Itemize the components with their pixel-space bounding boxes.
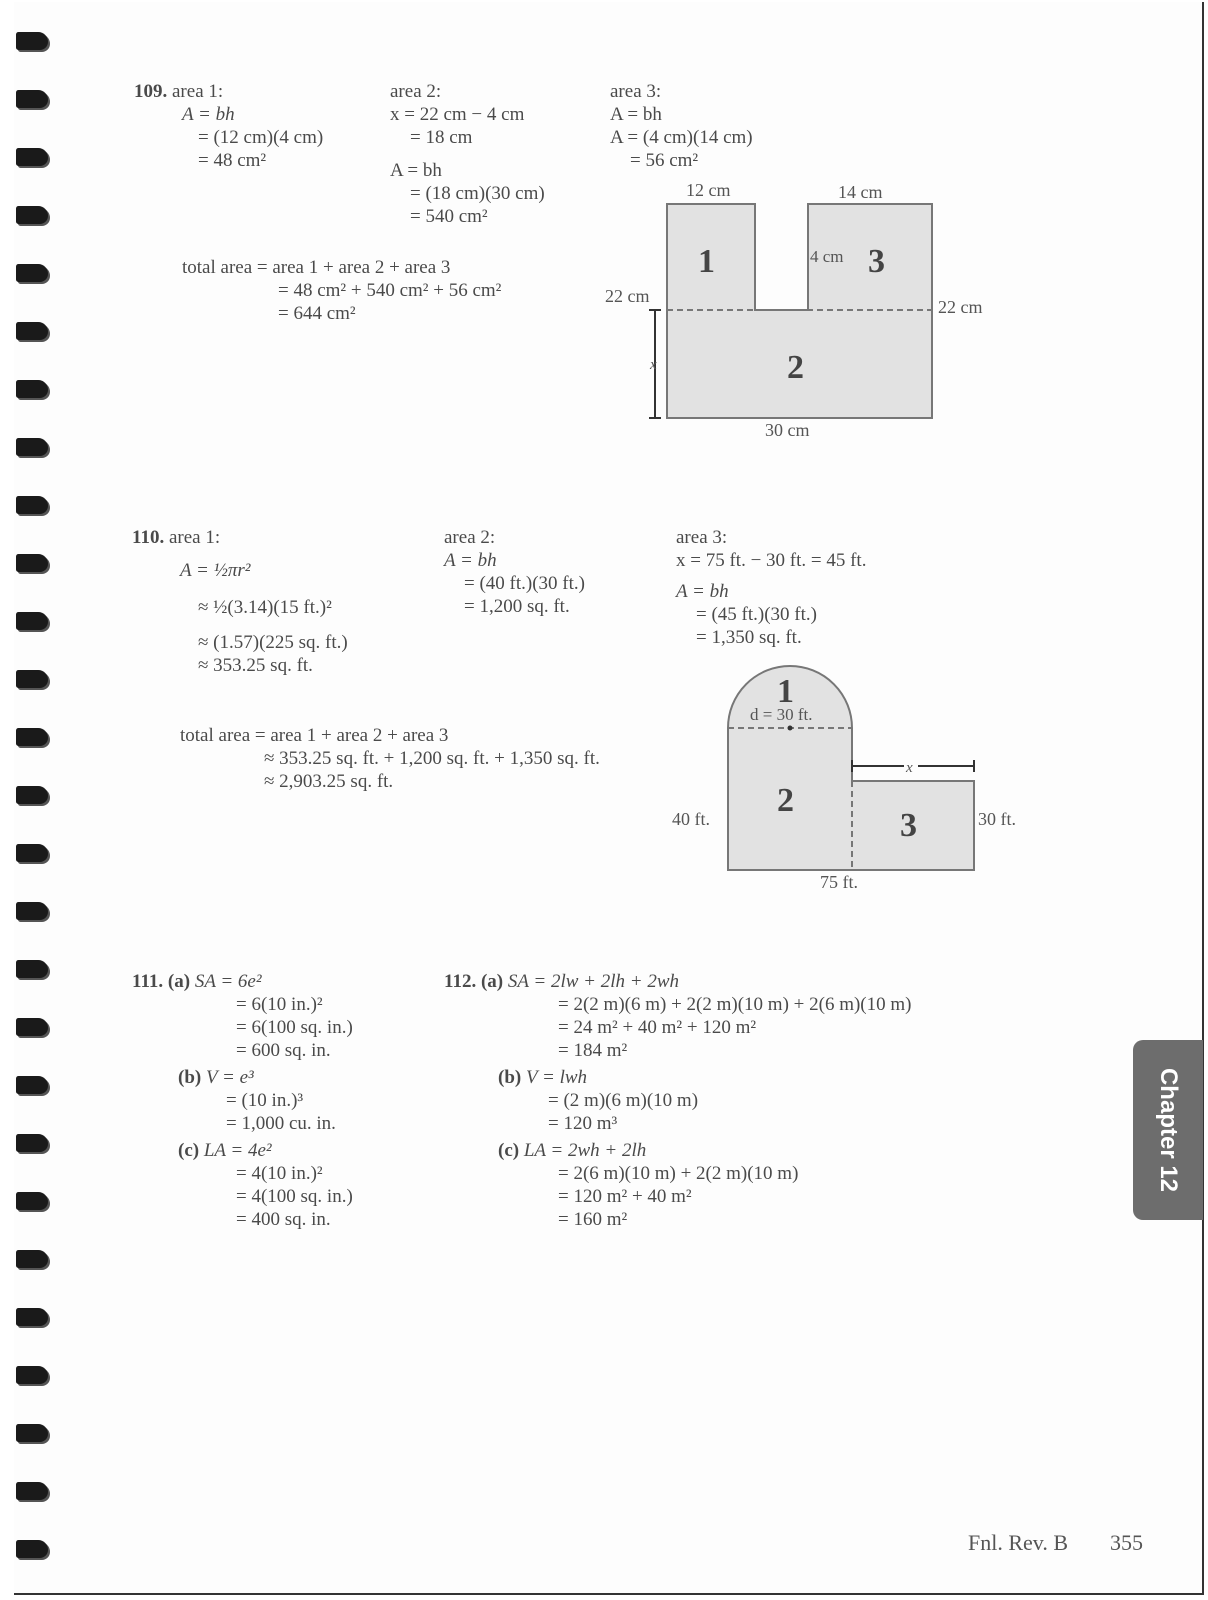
label-75ft: 75 ft.: [820, 872, 858, 892]
label-4cm: 4 cm: [810, 247, 844, 266]
problem-109-area2: area 2: x = 22 cm − 4 cm = 18 cm A = bh = (18 cm)(30 cm) = 540 cm²: [390, 81, 545, 227]
problem-110-area2: area 2: A = bh = (40 ft.)(30 ft.) = 1,200 sq. ft.: [444, 527, 585, 617]
problem-number: 111.: [132, 971, 164, 992]
problem-110-area1: 110. area 1: A = ½πr² ≈ ½(3.14)(15 ft.)² ≈ (1.57)(225 sq. ft.) ≈ 353.25 sq. ft.: [132, 527, 348, 676]
label-22cm-left: 22 cm: [605, 286, 650, 306]
problem-112: 112. (a) SA = 2lw + 2lh + 2wh = 2(2 m)(6 m) + 2(2 m)(10 m) + 2(6 m)(10 m) = 24 m² + 40 m² + 120 m² = 184 m² (b) V = lwh = (2 m)(6 m)(10 m) = 120 m³ (c) LA = 2wh + 2lh = 2(6 m)(10 m) + 2(2 m)(10 m) = 120 m² + 40 m² = 160 m²: [444, 971, 912, 1230]
region-2: 2: [777, 782, 794, 819]
region-3: 3: [900, 807, 917, 844]
problem-109-area3: area 3: A = bh A = (4 cm)(14 cm) = 56 cm²: [610, 81, 753, 171]
footer-label: Fnl. Rev. B: [968, 1530, 1069, 1555]
region-1: 1: [698, 243, 715, 280]
problem-number: 109.: [134, 81, 168, 102]
region-3: 3: [868, 243, 885, 280]
label-22cm-right: 22 cm: [938, 297, 983, 317]
label-30cm: 30 cm: [765, 420, 810, 440]
label-40ft: 40 ft.: [672, 809, 710, 829]
label-diameter: d = 30 ft.: [750, 705, 813, 724]
label-x: x: [650, 357, 657, 373]
region-2: 2: [787, 349, 804, 386]
problem-109-area1: 109. area 1: A = bh = (12 cm)(4 cm) = 48 cm²: [134, 81, 324, 171]
chapter-tab: [1133, 1040, 1203, 1220]
label-12cm: 12 cm: [686, 180, 731, 200]
page-number: 355: [1110, 1530, 1143, 1555]
problem-110-total: total area = area 1 + area 2 + area 3 ≈ 353.25 sq. ft. + 1,200 sq. ft. + 1,350 sq. ft. ≈ 2,903.25 sq. ft.: [180, 725, 600, 792]
problem-109-diagram: [600, 176, 1020, 446]
label-14cm: 14 cm: [838, 182, 883, 202]
region-1: 1: [777, 673, 794, 710]
problem-109-total: total area = area 1 + area 2 + area 3 = 48 cm² + 540 cm² + 56 cm² = 644 cm²: [182, 257, 502, 324]
chapter-tab-label: Chapter 12: [1155, 1067, 1182, 1193]
problem-110-diagram: [666, 656, 1046, 896]
label-30ft: 30 ft.: [978, 809, 1016, 829]
problem-111: 111. (a) SA = 6e² = 6(10 in.)² = 6(100 sq. in.) = 600 sq. in. (b) V = e³ = (10 in.)³ = 1,000 cu. in. (c) LA = 4e² = 4(10 in.)² = 4(100 sq. in.) = 400 sq. in.: [132, 971, 353, 1230]
problem-number: 110.: [132, 527, 165, 548]
label-x: x: [906, 760, 913, 776]
problem-number: 112.: [444, 971, 477, 992]
problem-110-area3: area 3: x = 75 ft. − 30 ft. = 45 ft. A = bh = (45 ft.)(30 ft.) = 1,350 sq. ft.: [676, 527, 867, 648]
